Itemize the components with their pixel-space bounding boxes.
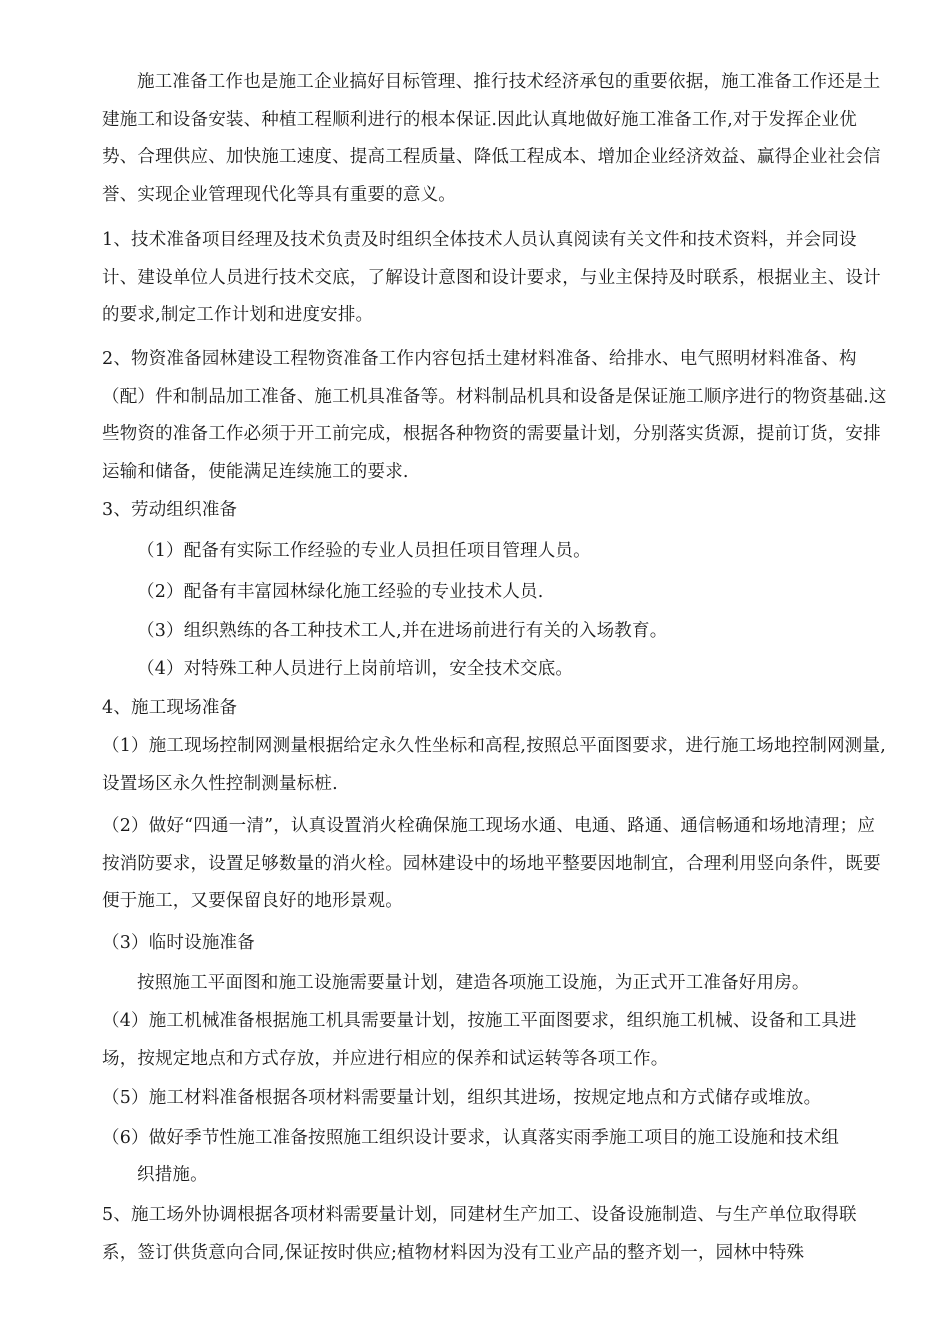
section-5-paragraph: 5、施工场外协调根据各项材料需要量计划，同建材生产加工、设备设施制造、与生产单位取得联系，签订供货意向合同,保证按时供应;植物材料因为没有工业产品的整齐划一，园林中特殊 <box>102 1205 857 1263</box>
section-4-item-continuation: 织措施。 <box>137 1165 208 1185</box>
section-4-title: 4、施工现场准备 <box>102 698 238 718</box>
section-1-paragraph: 1、技术准备项目经理及技术负责及时组织全体技术人员认真阅读有关文件和技术资料，并会同设计、建设单位人员进行技术交底，了解设计意图和设计要求，与业主保持及时联系，根据业主、设计的要求,制定工作计划和进度安排。 <box>102 230 881 325</box>
section-4-item: （4）施工机械准备根据施工机具需要量计划，按施工平面图要求，组织施工机械、设备和工具进场，按规定地点和方式存放，并应进行相应的保养和试运转等各项工作。 <box>102 1011 857 1069</box>
section-4-item: （1）施工现场控制网测量根据给定永久性坐标和高程,按照总平面图要求，进行施工场地控制网测量,设置场区永久性控制测量标桩. <box>102 736 886 794</box>
section-3-item: （3）组织熟练的各工种技术工人,并在进场前进行有关的入场教育。 <box>137 621 668 641</box>
section-4-item: （5）施工材料准备根据各项材料需要量计划，组织其进场，按规定地点和方式储存或堆放。 <box>102 1088 822 1108</box>
section-3-item: （2）配备有丰富园林绿化施工经验的专业技术人员. <box>137 582 544 602</box>
section-2-paragraph: 2、物资准备园林建设工程物资准备工作内容包括土建材料准备、给排水、电气照明材料准备、构（配）件和制品加工准备、施工机具准备等。材料制品机具和设备是保证施工顺序进行的物资基础.这些物资的准备工作必须于开工前完成，根据各种物资的需要量计划，分别落实货源，提前订货，安排运输和储备，使能满足连续施工的要求. <box>102 349 887 482</box>
intro-paragraph: 施工准备工作也是施工企业搞好目标管理、推行技术经济承包的重要依据，施工准备工作还是土建施工和设备安装、种植工程顺利进行的根本保证.因此认真地做好施工准备工作,对于发挥企业优势、合理供应、加快施工速度、提高工程质量、降低工程成本、增加企业经济效益、赢得企业社会信誉、实现企业管理现代化等具有重要的意义。 <box>102 72 881 205</box>
section-3-item: （4）对特殊工种人员进行上岗前培训，安全技术交底。 <box>137 659 574 679</box>
section-3-item: （1）配备有实际工作经验的专业人员担任项目管理人员。 <box>137 541 591 561</box>
section-4-item: （2）做好“四通一清”，认真设置消火栓确保施工现场水通、电通、路通、通信畅通和场地清理；应按消防要求，设置足够数量的消火栓。园林建设中的场地平整要因地制宜，合理利用竖向条件，既要便于施工，又要保留良好的地形景观。 <box>102 816 881 911</box>
section-4-item-body: 按照施工平面图和施工设施需要量计划，建造各项施工设施，为正式开工准备好用房。 <box>137 973 810 993</box>
section-3-title: 3、劳动组织准备 <box>102 500 238 520</box>
section-4-item: （6）做好季节性施工准备按照施工组织设计要求，认真落实雨季施工项目的施工设施和技术组 <box>102 1128 840 1148</box>
section-4-item-title: （3）临时设施准备 <box>102 933 255 953</box>
